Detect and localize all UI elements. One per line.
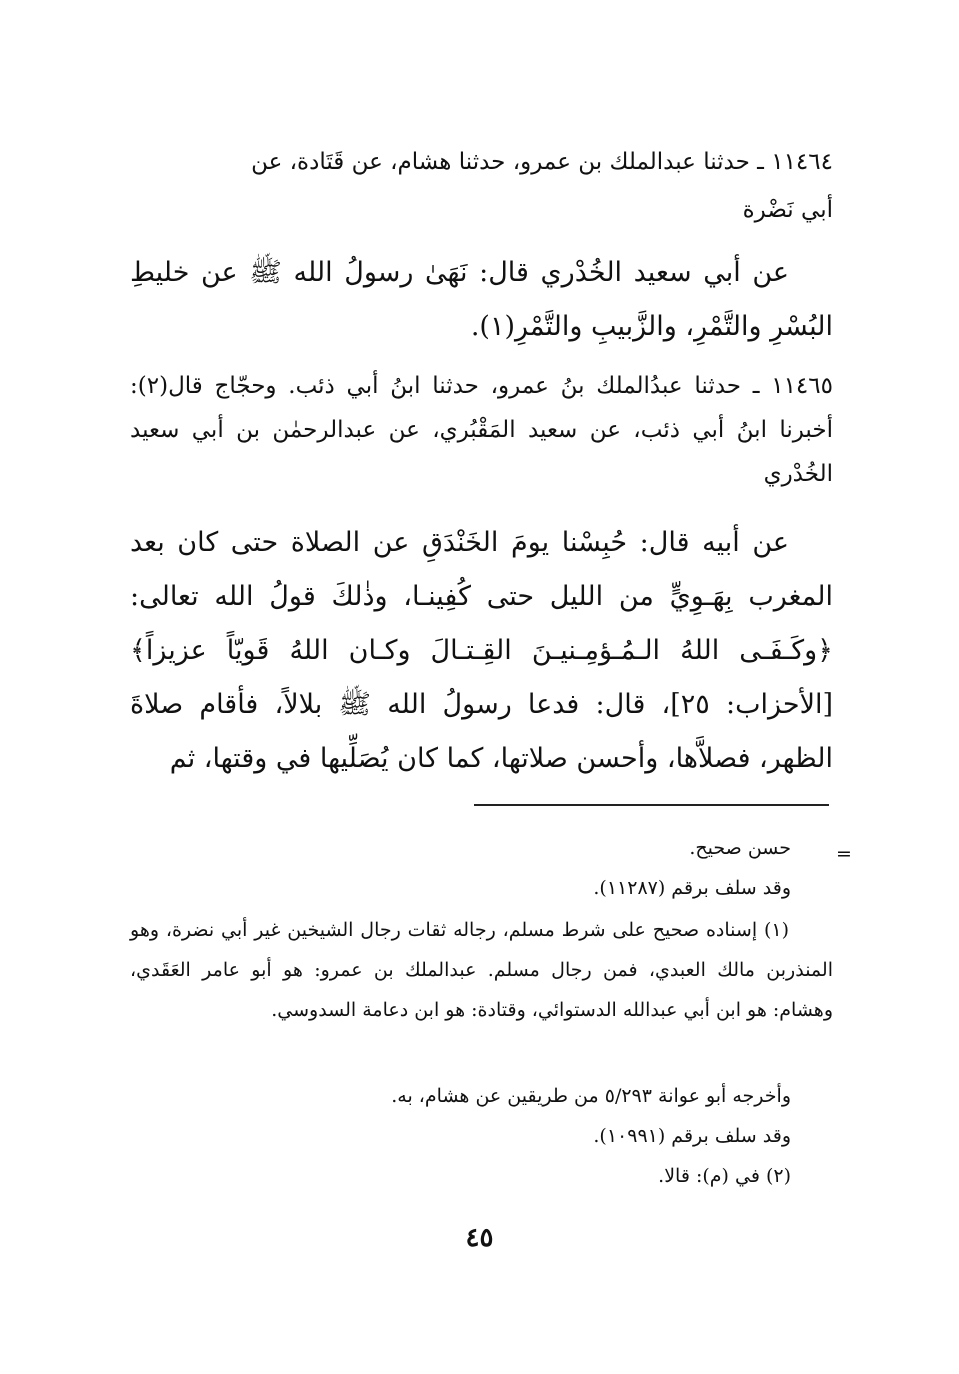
hadith-11464-isnad-line2: أبي نَضْرة (742, 197, 833, 223)
footnote-continued-line-b: وقد سلف برقم (١١٢٨٧). (593, 877, 791, 899)
footnote-2: (٢) في (م): قالا. (658, 1165, 791, 1187)
hadith-11465-isnad: ١١٤٦٥ ـ حدثنا عبدُالملك بنُ عمرو، حدثنا ابنُ أبي ذئب. وحجّاج قال(٢): أخبرنا ابنُ أبي ذئب، عن سعيد المَقْبُري، عن عبدالرحمٰن بن أبي سعيد الخُدْري (130, 373, 833, 487)
footnote-continued-line-a: حسن صحيح. (689, 837, 791, 859)
hadith-11464-matn: عن أبي سعيد الخُدْري قال: نَهَىٰ رسولُ الله ﷺ عن خليطِ البُسْرِ والتَّمْرِ، والزَّبيبِ والتَّمْرِ(١). (130, 257, 833, 342)
footnote-divider (474, 804, 829, 806)
footnote-1-cross-reference: وقد سلف برقم (١٠٩٩١). (593, 1125, 791, 1147)
footnote-1: (١) إسناده صحيح على شرط مسلم، رجاله ثقات رجال الشيخين غير أبي نضرة، وهو المنذربن مالك العبدي، فمن رجال مسلم. عبدالملك بن عمرو: هو أبو عامر العَقَدي، وهشام: هو ابن أبي عبدالله الدستوائي، وقتادة: هو ابن دعامة السدوسي. (130, 919, 833, 1021)
hadith-11465-matn: عن أبيه قال: حُبِسْنا يومَ الخَنْدَقِ عن الصلاة حتى كان بعد المغرب بِهَـوِيٍّ من الليل حتى كُفِينـا، وذٰلكَ قولُ الله تعالى: ﴿وكَـفَـى اللهُ الـمُـؤمِـنيـنَ القِـتـالَ وكـان اللهُ قَويّاً عزيزاً﴾ [الأحزاب: ٢٥]، قال: فدعا رسولُ الله ﷺ بلالاً، فأقام صلاةَ الظهر، فصلاَّها، وأحسن صلاتها، كما كان يُصَلِّيها في وقتها، ثم (130, 527, 834, 774)
page-number: ٤٥ (465, 1223, 494, 1253)
footnote-1-takhrij: وأخرجه أبو عوانة ٥/٢٩٣ من طريقين عن هشام، به. (391, 1085, 791, 1107)
hadith-11464-isnad-line1: ١١٤٦٤ ـ حدثنا عبدالملك بن عمرو، حدثنا هشام، عن قَتَادة، عن (251, 149, 833, 175)
footnote-continuation-mark: = (836, 843, 852, 865)
